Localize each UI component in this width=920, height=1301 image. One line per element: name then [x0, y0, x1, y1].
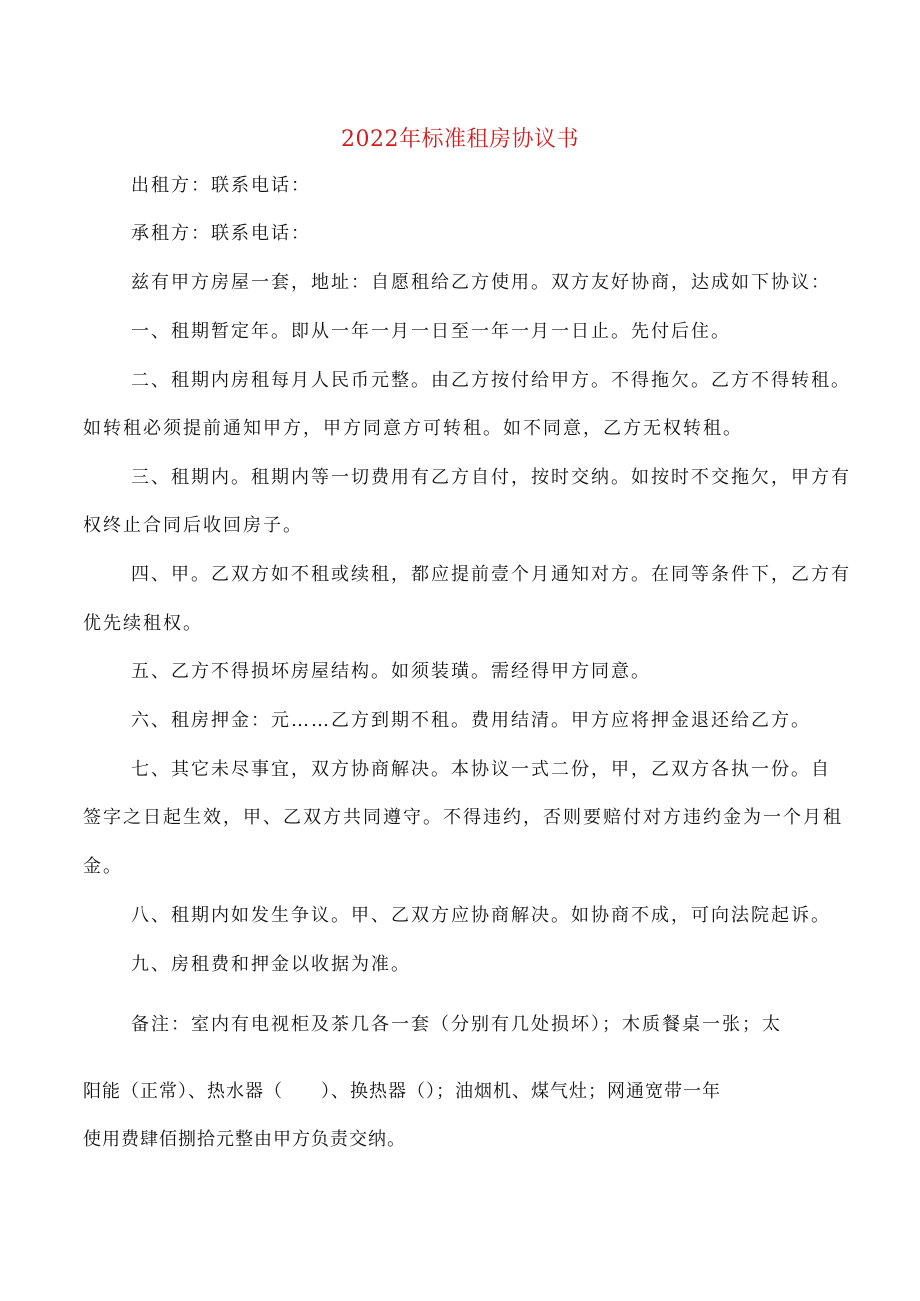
document-title: 2022年标准租房协议书: [341, 127, 579, 152]
lessor-line: 出租方：联系电话：: [131, 175, 311, 196]
clause-7-line-1: 七、其它未尽事宜，双方协商解决。本协议一式二份，甲，乙双方各执一份。自: [131, 759, 831, 780]
intro-paragraph: 兹有甲方房屋一套，地址：自愿租给乙方使用。双方友好协商，达成如下协议：: [131, 272, 831, 293]
clause-1: 一、租期暂定年。即从一年一月一日至一年一月一日止。先付后住。: [131, 321, 731, 342]
remarks-line-2: 阳能（正常）、热水器（ ）、换热器（）；油烟机、煤气灶；网通宽带一年: [83, 1081, 721, 1102]
clause-4-line-2: 优先续租权。: [83, 613, 203, 634]
clause-5: 五、乙方不得损坏房屋结构。如须装璜。需经得甲方同意。: [131, 661, 651, 682]
remarks-line-3: 使用费肆佰捌拾元整由甲方负责交纳。: [83, 1129, 406, 1150]
clause-2-line-1: 二、租期内房租每月人民币元整。由乙方按付给甲方。不得拖欠。乙方不得转租。: [131, 370, 851, 391]
clause-6: 六、租房押金：元……乙方到期不租。费用结清。甲方应将押金退还给乙方。: [131, 710, 811, 731]
clause-2-line-2: 如转租必须提前通知甲方，甲方同意方可转租。如不同意，乙方无权转租。: [83, 418, 743, 439]
clause-4-line-1: 四、甲。乙双方如不租或续租，都应提前壹个月通知对方。在同等条件下，乙方有: [131, 564, 851, 585]
lessee-line: 承租方：联系电话：: [131, 223, 311, 244]
clause-3-line-1: 三、租期内。租期内等一切费用有乙方自付，按时交纳。如按时不交拖欠，甲方有: [131, 467, 851, 488]
remarks-line-1: 备注：室内有电视柜及茶几各一套（分别有几处损坏）；木质餐桌一张；太: [131, 1014, 782, 1035]
clause-3-line-2: 权终止合同后收回房子。: [83, 515, 303, 536]
clause-7-line-2: 签字之日起生效，甲、乙双方共同遵守。不得违约，否则要赔付对方违约金为一个月租: [83, 807, 843, 828]
clause-9: 九、房租费和押金以收据为准。: [131, 954, 411, 975]
clause-8: 八、租期内如发生争议。甲、乙双方应协商解决。如协商不成，可向法院起诉。: [131, 905, 831, 926]
clause-7-line-3: 金。: [83, 856, 123, 877]
